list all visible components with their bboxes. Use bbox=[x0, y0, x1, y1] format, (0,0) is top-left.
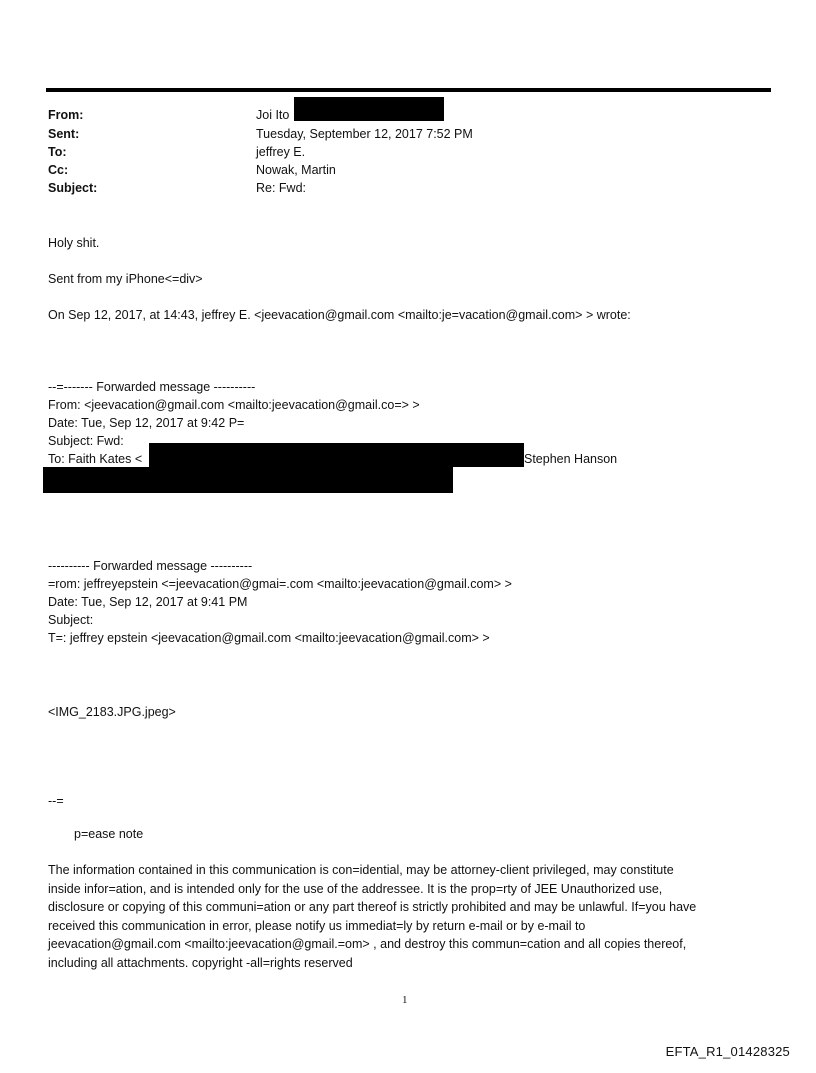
disclaimer-line: The information contained in this communication is con=idential, may be attorney-client privileged, may constitute bbox=[48, 863, 674, 877]
disclaimer-line: disclosure or copying of this communi=ation or any part thereof is strictly prohibited and may be unlawful. If=you have bbox=[48, 900, 697, 914]
cc-value: Nowak, Martin bbox=[256, 163, 336, 177]
forward-divider: --=------- Forwarded message ---------- bbox=[48, 380, 256, 394]
redaction-block bbox=[43, 467, 453, 493]
redaction-block bbox=[294, 97, 444, 121]
forward-from: From: <jeevacation@gmail.com <mailto:jeevacation@gmail.co=> > bbox=[48, 398, 420, 412]
body-line: Sent from my iPhone<=div> bbox=[48, 272, 203, 286]
page-number: 1 bbox=[402, 994, 408, 1006]
forward-from: =rom: jeffreyepstein <=jeevacation@gmai=.com <mailto:jeevacation@gmail.com> > bbox=[48, 577, 512, 591]
subject-label: Subject: bbox=[48, 181, 98, 195]
forward-divider: ---------- Forwarded message ---------- bbox=[48, 559, 253, 573]
disclaimer-line: including all attachments. copyright -all=rights reserved bbox=[48, 955, 353, 970]
cc-label: Cc: bbox=[48, 163, 69, 177]
forward-to: T=: jeffrey epstein <jeevacation@gmail.com <mailto:jeevacation@gmail.com> > bbox=[48, 631, 490, 645]
sent-value: Tuesday, September 12, 2017 7:52 PM bbox=[256, 127, 473, 141]
from-label: From: bbox=[48, 108, 84, 122]
forward-to: To: Faith Kates < bbox=[48, 452, 143, 466]
quote-header: On Sep 12, 2017, at 14:43, jeffrey E. <jeevacation@gmail.com <mailto:je=vacation@gmail.com> > wrote: bbox=[48, 308, 631, 322]
to-label: To: bbox=[48, 145, 67, 159]
header-rule bbox=[46, 88, 771, 92]
sent-label: Sent: bbox=[48, 127, 80, 141]
disclaimer-line: inside infor=ation, and is intended only for the use of the addressee. It is the prop=rty of JEE Unauthorized use, bbox=[48, 881, 663, 896]
subject-value: Re: Fwd: bbox=[256, 181, 307, 195]
from-value: Joi Ito bbox=[256, 108, 290, 122]
forward-subject: Subject: bbox=[48, 613, 94, 627]
redaction-block bbox=[149, 443, 524, 467]
bates-number: EFTA_R1_01428325 bbox=[665, 1044, 790, 1059]
body-line: Holy shit. bbox=[48, 236, 100, 250]
disclaimer-line: received this communication in error, please notify us immediat=ly by return e-mail or by e-mail to bbox=[48, 918, 586, 933]
attachment-name: <IMG_2183.JPG.jpeg> bbox=[48, 705, 176, 719]
forward-subject: Subject: Fwd: bbox=[48, 434, 124, 448]
forward-to-tail: Stephen Hanson bbox=[524, 452, 618, 466]
note-heading: p=ease note bbox=[74, 827, 144, 841]
to-value: jeffrey E. bbox=[256, 145, 306, 159]
signature-separator: --= bbox=[48, 794, 64, 808]
disclaimer bbox=[48, 861, 768, 972]
forward-date: Date: Tue, Sep 12, 2017 at 9:41 PM bbox=[48, 595, 248, 609]
disclaimer-line: jeevacation@gmail.com <mailto:jeevacation@gmail.=om> , and destroy this commun=cation and all copies thereof, bbox=[48, 937, 687, 951]
forward-date: Date: Tue, Sep 12, 2017 at 9:42 P= bbox=[48, 416, 245, 430]
